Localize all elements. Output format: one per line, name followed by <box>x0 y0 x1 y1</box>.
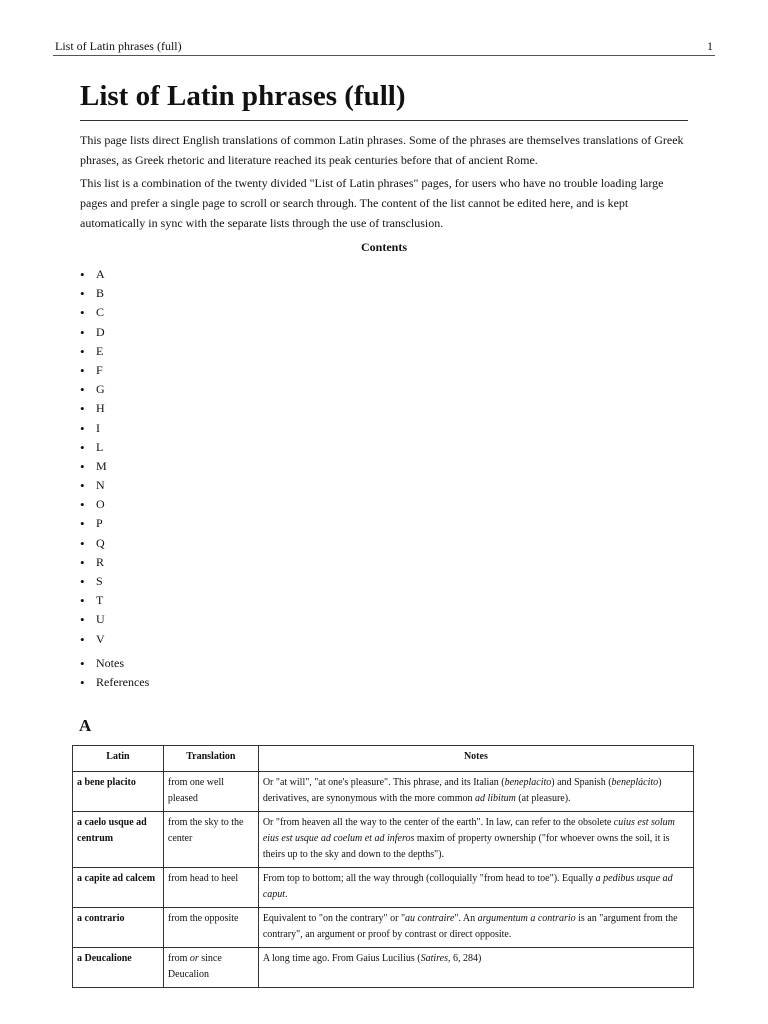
translation-cell: from the opposite <box>163 908 258 948</box>
contents-item-m[interactable]: • M <box>80 457 688 476</box>
contents-item-a[interactable]: • A <box>80 265 688 284</box>
contents-item-c[interactable]: • C <box>80 303 688 322</box>
document-body <box>80 78 688 736</box>
contents-item-o[interactable]: • O <box>80 495 688 514</box>
translation-cell: from one well pleased <box>163 772 258 812</box>
running-header-title: List of Latin phrases (full) <box>55 39 182 53</box>
italic-term: Satires <box>420 953 448 964</box>
contents-extra-list <box>80 654 688 692</box>
latin-phrase-cell: a bene placito <box>73 772 164 812</box>
contents-item-b[interactable]: • B <box>80 284 688 303</box>
table-row <box>73 908 694 948</box>
contents-item-h[interactable]: • H <box>80 399 688 418</box>
italic-term: au contraire <box>405 913 455 924</box>
contents-item-notes[interactable]: • Notes <box>80 654 688 673</box>
contents-item-i[interactable]: • I <box>80 419 688 438</box>
contents-list <box>80 265 688 649</box>
table-row <box>73 948 694 988</box>
contents-item-f[interactable]: • F <box>80 361 688 380</box>
contents-item-p[interactable]: • P <box>80 514 688 533</box>
intro-paragraph-2: This list is a combination of the twenty divided "List of Latin phrases" pages, for users who have no trouble loading large pages and prefer a single page to scroll or search through. The content of the list cannot be edited here, and is kept automatically in sync with the separate lists through the use of transclusion. <box>80 176 664 230</box>
latin-phrase-cell: a capite ad calcem <box>73 868 164 908</box>
contents-item-u[interactable]: • U <box>80 610 688 629</box>
latin-phrase-cell: a caelo usque ad centrum <box>73 812 164 868</box>
contents-item-r[interactable]: • R <box>80 553 688 572</box>
notes-cell: From top to bottom; all the way through (colloquially "from head to toe"). Equally a pedibus usque ad caput. <box>258 868 693 908</box>
table-row <box>73 772 694 812</box>
italic-term: cuius est solum eius est usque ad coelum et ad inferos <box>262 817 675 844</box>
contents-item-references[interactable]: • References <box>80 673 688 692</box>
contents-item-n[interactable]: • N <box>80 476 688 495</box>
table-row <box>73 812 694 868</box>
contents-item-l[interactable]: • L <box>80 438 688 457</box>
intro-paragraph-1: This page lists direct English translations of common Latin phrases. Some of the phrases are themselves translations of Greek phrases, as Greek rhetoric and literature reached its peak centuries before that of ancient Rome. <box>80 133 684 167</box>
italic-term: a pedibus usque ad caput <box>262 873 673 900</box>
contents-item-t[interactable]: • T <box>80 591 688 610</box>
notes-cell: Or "at will", "at one's pleasure". This phrase, and its Italian (beneplacito) and Spanish (beneplácito) derivatives, are synonymous with the more common ad libitum (at pleasure). <box>258 772 693 812</box>
phrases-table <box>72 745 694 988</box>
notes-cell: Equivalent to "on the contrary" or "au contraire". An argumentum a contrario is an "argument from the contrary", an argument or proof by contrast or direct opposite. <box>258 908 693 948</box>
column-header-notes: Notes <box>258 746 693 772</box>
translation-cell: from the sky to the center <box>163 812 258 868</box>
italic-term: or <box>189 953 199 964</box>
contents-title: Contents <box>360 240 407 254</box>
page-number: 1 <box>707 39 713 53</box>
latin-phrase-cell: a Deucalione <box>73 948 164 988</box>
running-header <box>53 38 715 56</box>
latin-phrase-cell: a contrario <box>73 908 164 948</box>
section-heading-a: A <box>79 716 92 736</box>
contents-item-q[interactable]: • Q <box>80 534 688 553</box>
notes-cell: Or "from heaven all the way to the center of the earth". In law, can refer to the obsolete cuius est solum eius est usque ad coelum et ad inferos maxim of property ownership ("for whoever owns the soil, it is theirs up to the sky and down to the depths"). <box>258 812 693 868</box>
column-header-translation: Translation <box>163 746 258 772</box>
table-row <box>73 868 694 908</box>
contents-item-d[interactable]: • D <box>80 323 688 342</box>
table-header-row <box>73 746 694 772</box>
translation-cell: from head to heel <box>163 868 258 908</box>
italic-term: ad libitum <box>475 793 516 804</box>
italic-term: beneplacito <box>504 777 552 788</box>
italic-term: argumentum a contrario <box>477 913 576 924</box>
contents-item-g[interactable]: • G <box>80 380 688 399</box>
column-header-latin: Latin <box>73 746 164 772</box>
contents-item-e[interactable]: • E <box>80 342 688 361</box>
notes-cell: A long time ago. From Gaius Lucilius (Satires, 6, 284) <box>258 948 693 988</box>
translation-cell: from or since Deucalion <box>163 948 258 988</box>
contents-item-v[interactable]: • V <box>80 630 688 649</box>
contents-item-s[interactable]: • S <box>80 572 688 591</box>
italic-term: beneplácito <box>611 777 659 788</box>
page-title: List of Latin phrases (full) <box>80 78 688 121</box>
